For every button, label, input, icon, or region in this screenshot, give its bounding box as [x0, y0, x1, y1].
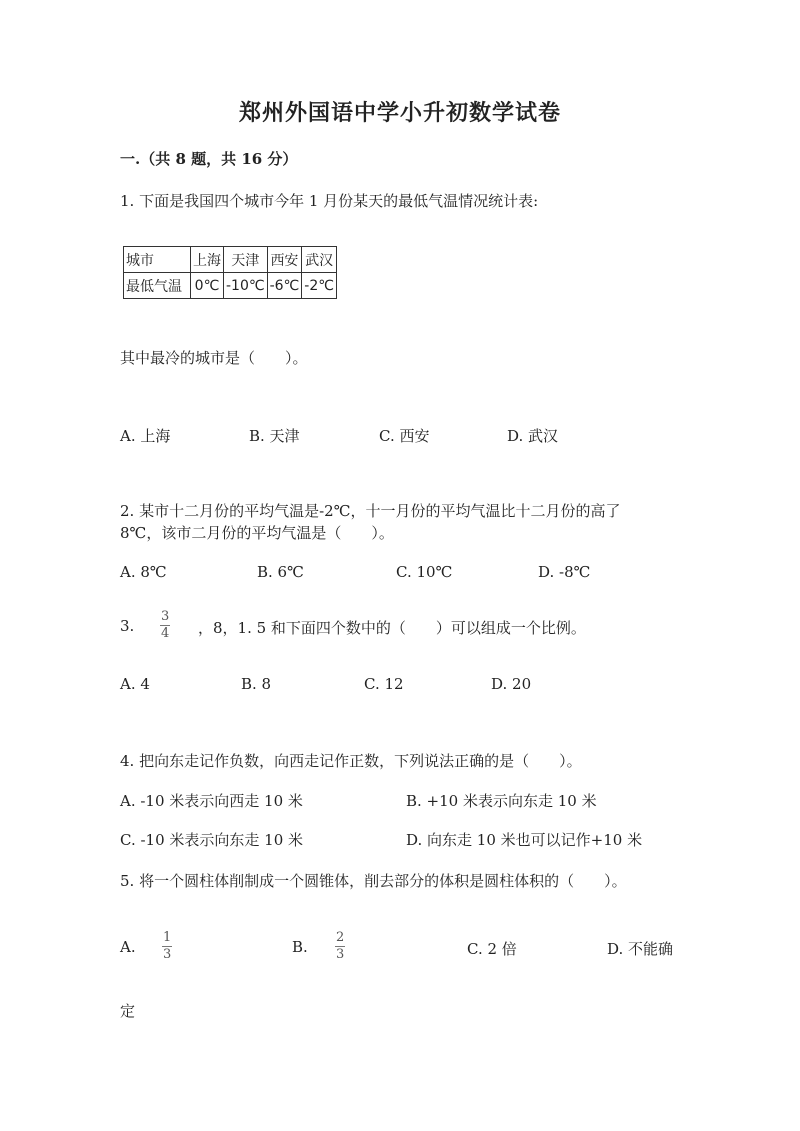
fraction-denominator: 3: [336, 947, 345, 962]
question-3-number: 3.: [120, 617, 135, 635]
question-5-option-b[interactable]: B.: [292, 938, 308, 956]
fraction-numerator: 3: [161, 609, 170, 624]
question-4-option-d[interactable]: D. 向东走 10 米也可以记作+10 米: [406, 831, 643, 849]
temperature-table: [123, 246, 337, 299]
question-2-option-b[interactable]: B. 6℃: [257, 563, 304, 581]
table-cell: 西安: [267, 247, 302, 273]
section-header: 一.（共 8 题，共 16 分）: [120, 150, 298, 168]
question-3-option-b[interactable]: B. 8: [241, 675, 272, 693]
table-header-cell: 最低气温: [124, 273, 191, 299]
question-4-option-a[interactable]: A. -10 米表示向西走 10 米: [120, 792, 303, 810]
table-cell: -6℃: [267, 273, 302, 299]
fraction-denominator: 4: [161, 626, 170, 641]
table-cell: 0℃: [191, 273, 224, 299]
question-1-option-d[interactable]: D. 武汉: [507, 427, 559, 445]
question-3-option-c[interactable]: C. 12: [364, 675, 404, 693]
question-4-option-c[interactable]: C. -10 米表示向东走 10 米: [120, 831, 304, 849]
question-5-text: 5. 将一个圆柱体削制成一个圆锥体，削去部分的体积是圆柱体积的（ ）。: [120, 872, 627, 890]
question-2-text-line2: 8℃，该市二月份的平均气温是（ ）。: [120, 524, 394, 542]
fraction-three-quarters: [160, 609, 170, 642]
table-cell: -2℃: [302, 273, 337, 299]
question-5-option-a[interactable]: A.: [120, 938, 136, 956]
question-1-option-c[interactable]: C. 西安: [379, 427, 430, 445]
question-2-text-line1: 2. 某市十二月份的平均气温是-2℃，十一月份的平均气温比十二月份的高了: [120, 502, 621, 520]
question-4-option-b[interactable]: B. +10 米表示向东走 10 米: [406, 792, 597, 810]
question-5-option-d[interactable]: D. 不能确: [607, 940, 674, 958]
question-1-option-b[interactable]: B. 天津: [249, 427, 300, 445]
question-2-option-c[interactable]: C. 10℃: [396, 563, 453, 581]
table-row: [124, 273, 337, 299]
table-header-cell: 城市: [124, 247, 191, 273]
fraction-one-third: [162, 930, 172, 963]
table-cell: -10℃: [224, 273, 268, 299]
question-1-option-a[interactable]: A. 上海: [120, 427, 171, 445]
question-3-option-a[interactable]: A. 4: [120, 675, 150, 693]
fraction-numerator: 2: [336, 930, 345, 945]
question-5-option-d-continued: 定: [120, 1002, 136, 1020]
table-row: [124, 247, 337, 273]
question-5-option-c[interactable]: C. 2 倍: [467, 940, 517, 958]
fraction-denominator: 3: [163, 947, 172, 962]
table-cell: 武汉: [302, 247, 337, 273]
page-title: 郑州外国语中学小升初数学试卷: [238, 100, 561, 126]
fraction-numerator: 1: [163, 930, 172, 945]
question-4-text: 4. 把向东走记作负数，向西走记作正数，下列说法正确的是（ ）。: [120, 752, 582, 770]
question-2-option-a[interactable]: A. 8℃: [120, 563, 167, 581]
fraction-two-thirds: [335, 930, 345, 963]
question-3-text: ，8，1. 5 和下面四个数中的（ ）可以组成一个比例。: [198, 619, 586, 637]
question-1-text: 1. 下面是我国四个城市今年 1 月份某天的最低气温情况统计表:: [120, 192, 539, 210]
table-cell: 天津: [224, 247, 268, 273]
question-3-option-d[interactable]: D. 20: [491, 675, 532, 693]
question-2-option-d[interactable]: D. -8℃: [538, 563, 591, 581]
table-cell: 上海: [191, 247, 224, 273]
question-1-ask: 其中最冷的城市是（ ）。: [120, 349, 308, 367]
